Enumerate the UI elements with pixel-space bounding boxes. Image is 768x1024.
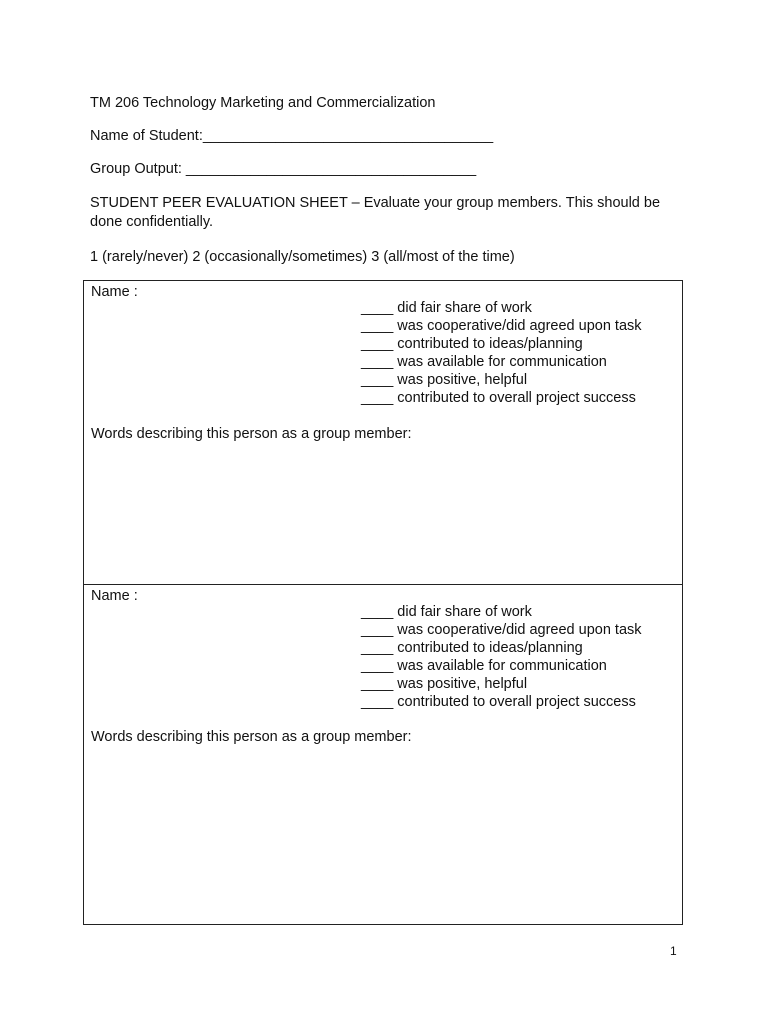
page-number: 1 — [670, 944, 677, 958]
criterion-item: ____ contributed to ideas/planning — [361, 640, 583, 656]
criterion-item: ____ was positive, helpful — [361, 372, 528, 388]
criterion-item: ____ did fair share of work — [361, 604, 532, 620]
criterion-item: ____ did fair share of work — [361, 300, 532, 316]
criterion-item: ____ was cooperative/did agreed upon task — [361, 622, 642, 638]
course-title: TM 206 Technology Marketing and Commercialization — [90, 95, 436, 111]
evaluation-block-1 — [83, 280, 683, 585]
name-label: Name : — [91, 284, 138, 300]
words-describing-label: Words describing this person as a group member: — [91, 729, 412, 745]
criterion-item: ____ contributed to overall project success — [361, 694, 636, 710]
group-output-line: Group Output: ____________________________________ — [90, 161, 477, 177]
rating-scale: 1 (rarely/never) 2 (occasionally/sometimes) 3 (all/most of the time) — [90, 249, 515, 265]
instructions-text: STUDENT PEER EVALUATION SHEET – Evaluate your group members. This should be done confidentially. — [90, 195, 661, 230]
words-describing-label: Words describing this person as a group member: — [91, 426, 412, 442]
criterion-item: ____ was positive, helpful — [361, 676, 528, 692]
student-name-line: Name of Student:____________________________________ — [90, 128, 494, 144]
criterion-item: ____ contributed to ideas/planning — [361, 336, 583, 352]
criterion-item: ____ was available for communication — [361, 354, 607, 370]
criteria-list — [361, 603, 642, 711]
criteria-list — [361, 299, 642, 407]
name-label: Name : — [91, 588, 138, 604]
criterion-item: ____ contributed to overall project success — [361, 390, 636, 406]
evaluation-block-2 — [83, 584, 683, 925]
criterion-item: ____ was available for communication — [361, 658, 607, 674]
criterion-item: ____ was cooperative/did agreed upon task — [361, 318, 642, 334]
